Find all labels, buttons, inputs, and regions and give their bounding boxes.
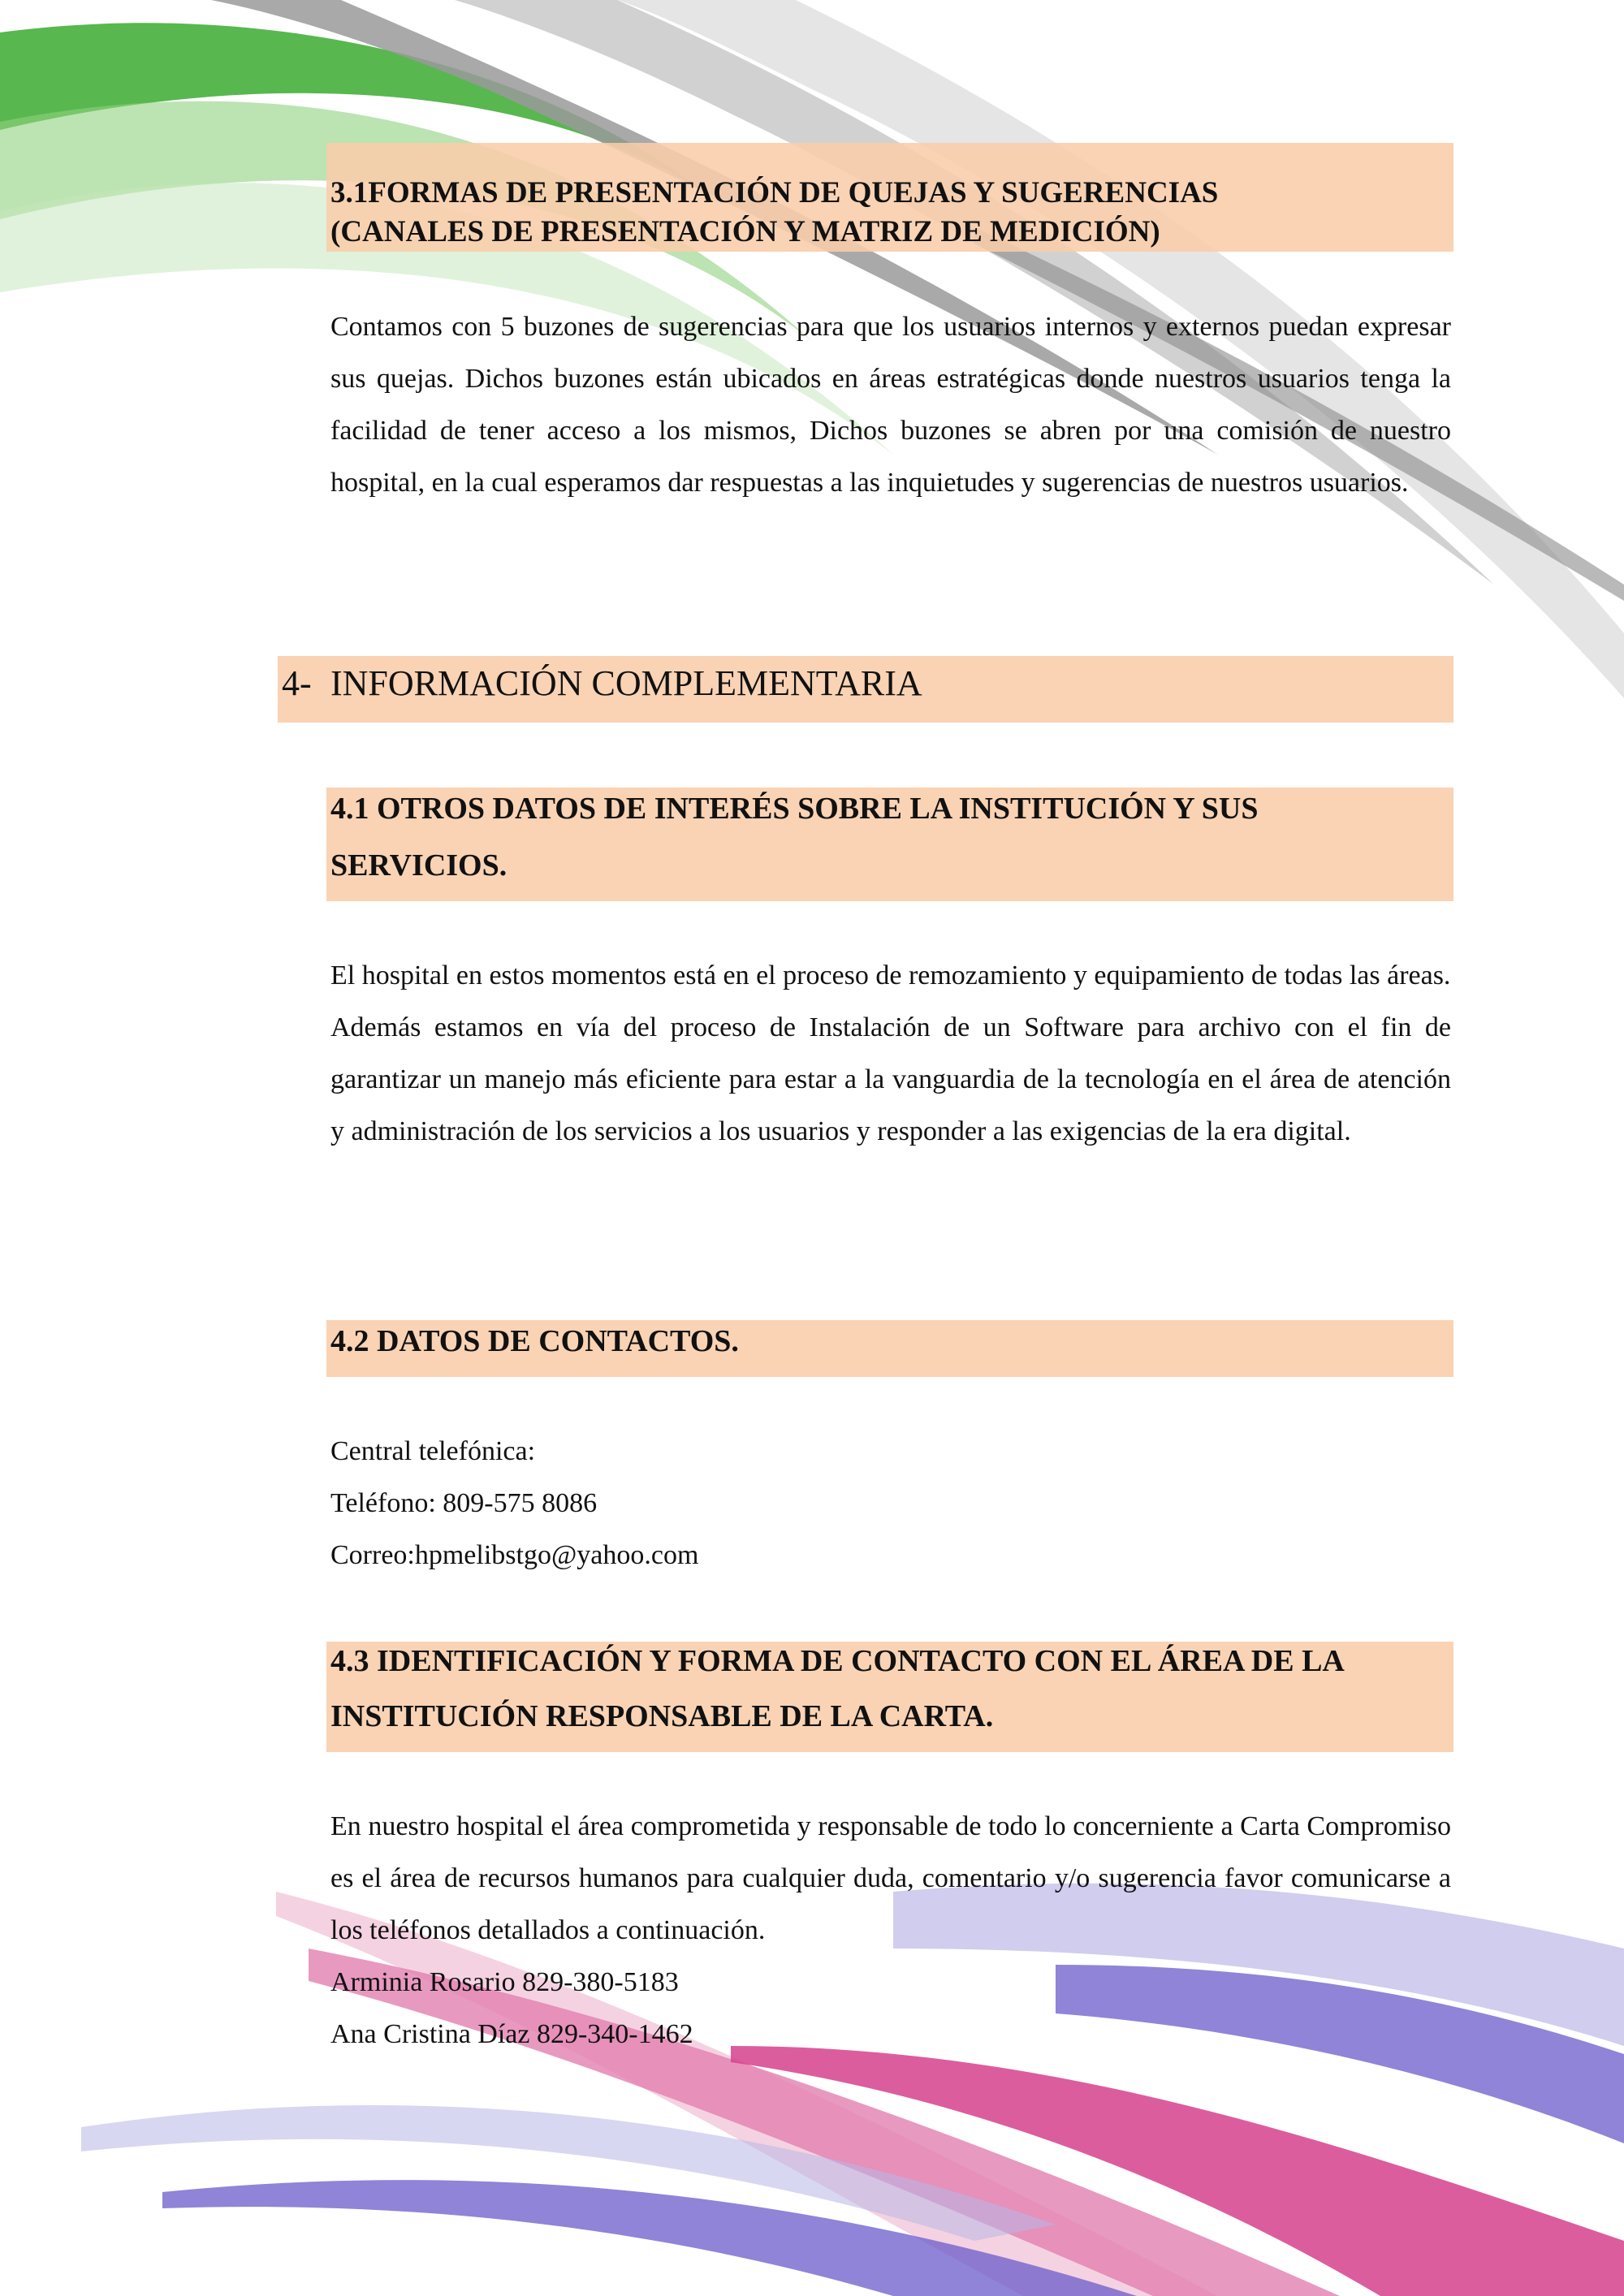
contact-email: Correo:hpmelibstgo@yahoo.com (330, 1540, 699, 1570)
responsible-contact-1: Arminia Rosario 829-380-5183 (330, 1967, 679, 1997)
section-4-3-body (330, 1801, 1451, 1957)
section-4-1-title-line2: SERVICIOS. (330, 848, 508, 883)
section-4-3-title-line1: 4.3 IDENTIFICACIÓN Y FORMA DE CONTACTO CON EL ÁREA DE LA (330, 1644, 1345, 1678)
section-4-3-title-line2: INSTITUCIÓN RESPONSABLE DE LA CARTA. (330, 1699, 994, 1733)
section-4-1-paragraph-2: Además estamos en vía del proceso de Instalación de un Software para archivo con el fin de garantizar un manejo más eficiente para estar a la vanguardia de la tecnología en el área de atención y administración de los servicios a los usuarios y responder a las exigencias de la era digital. (330, 1012, 1451, 1146)
section-3-1-title-line1: 3.1FORMAS DE PRESENTACIÓN DE QUEJAS Y SUGERENCIAS (330, 176, 1219, 209)
section-4-1-body (330, 950, 1451, 1158)
section-3-1-body (330, 301, 1451, 509)
section-4-2-title: 4.2 DATOS DE CONTACTOS. (330, 1324, 739, 1358)
section-4-1-paragraph-1: El hospital en estos momentos está en el proceso de remozamiento y equipamiento de todas las áreas. (330, 960, 1451, 990)
responsible-contact-2: Ana Cristina Díaz 829-340-1462 (330, 2019, 693, 2049)
section-3-1-paragraph: Contamos con 5 buzones de sugerencias para que los usuarios internos y externos puedan expresar sus quejas. Dichos buzones están ubicados en áreas estratégicas donde nuestros usuarios tenga la facilidad de tener acceso a los mismos, Dichos buzones se abren por una comisión de nuestro hospital, en la cual esperamos dar respuestas a las inquietudes y sugerencias de nuestros usuarios. (330, 312, 1451, 498)
contact-phone: Teléfono: 809-575 8086 (330, 1488, 598, 1518)
section-4-3-paragraph: En nuestro hospital el área comprometida y responsable de todo lo concerniente a Carta Compromiso es el área de recursos humanos para cualquier duda, comentario y/o sugerencia favor comunicarse a los teléfonos detallados a continuación. (330, 1811, 1451, 1945)
section-4-1-title-line1: 4.1 OTROS DATOS DE INTERÉS SOBRE LA INSTITUCIÓN Y SUS (330, 792, 1259, 826)
section-4-title: INFORMACIÓN COMPLEMENTARIA (330, 663, 922, 703)
section-3-1-title-line2: (CANALES DE PRESENTACIÓN Y MATRIZ DE MEDICIÓN) (330, 215, 1160, 248)
contact-central-label: Central telefónica: (330, 1436, 536, 1466)
section-4-number: 4- (282, 663, 312, 703)
